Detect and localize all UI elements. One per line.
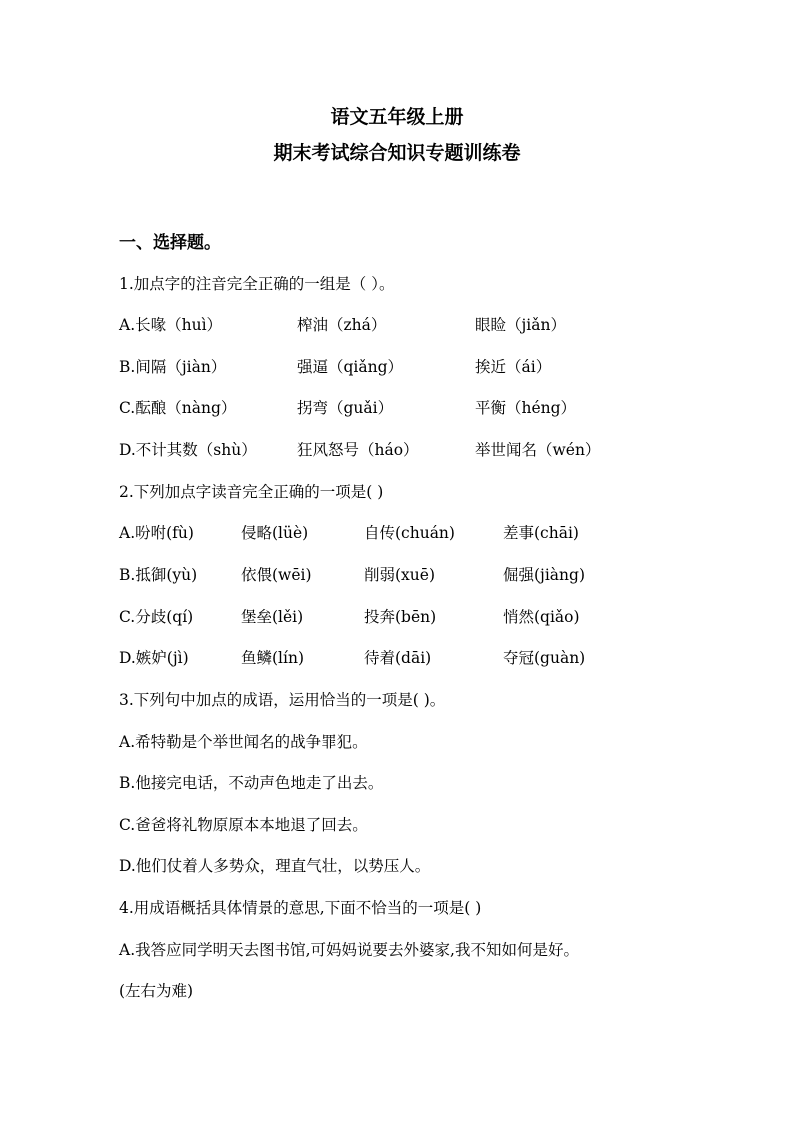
q1-option-b-item-1: B.间隔（jiàn） <box>119 358 227 376</box>
q1-option-c-item-1: C.酝酿（nàng） <box>119 399 237 417</box>
q2-option-c-item-3: 投奔(bēn) <box>364 608 437 626</box>
q1-option-b-item-2: 强逼（qiǎng） <box>297 358 404 376</box>
q3-option-c: C.爸爸将礼物原原本本地退了回去。 <box>119 816 368 834</box>
q1-option-a-item-3: 眼睑（jiǎn） <box>475 316 566 334</box>
q2-option-d-item-3: 待着(dāi) <box>364 649 432 667</box>
q1-option-d-item-1: D.不计其数（shù） <box>119 441 257 459</box>
q2-option-b-item-2: 依偎(wēi) <box>241 566 312 584</box>
document-title-line1: 语文五年级上册 <box>330 106 464 128</box>
q1-option-c-item-3: 平衡（héng） <box>475 399 577 417</box>
question-1-stem: 1.加点字的注音完全正确的一组是（ ）。 <box>119 275 395 293</box>
document-title-line2: 期末考试综合知识专题训练卷 <box>273 142 521 164</box>
q1-option-a-item-1: A.长喙（huì） <box>119 316 223 334</box>
q3-option-d: D.他们仗着人多势众，理直气壮，以势压人。 <box>119 857 431 875</box>
q3-option-a: A.希特勒是个举世闻名的战争罪犯。 <box>119 733 368 751</box>
q1-option-b-item-3: 挨近（ái） <box>475 358 552 376</box>
q2-option-a-item-2: 侵略(lüè) <box>241 524 309 542</box>
q2-option-a-item-4: 差事(chāi) <box>503 524 579 542</box>
q2-option-b-item-4: 倔强(jiàng) <box>503 566 586 584</box>
q3-option-b: B.他接完电话，不动声色地走了出去。 <box>119 774 384 792</box>
q1-option-a-item-2: 榨油（zhá） <box>297 316 387 334</box>
q1-option-d-item-3: 举世闻名（wén） <box>475 441 601 459</box>
q2-option-c-item-2: 堡垒(lěi) <box>241 608 304 626</box>
q2-option-b-item-1: B.抵御(yù) <box>119 566 198 584</box>
q2-option-b-item-3: 削弱(xuē) <box>364 566 435 584</box>
question-2-stem: 2.下列加点字读音完全正确的一项是( ) <box>119 483 384 501</box>
q1-option-d-item-2: 狂风怒号（háo） <box>297 441 419 459</box>
q1-option-c-item-2: 拐弯（guǎi） <box>297 399 394 417</box>
q2-option-a-item-1: A.吩咐(fù) <box>119 524 194 542</box>
q2-option-d-item-2: 鱼鳞(lín) <box>241 649 304 667</box>
q4-option-a: A.我答应同学明天去图书馆,可妈妈说要去外婆家,我不知如何是好。 <box>119 941 579 959</box>
q2-option-c-item-1: C.分歧(qí) <box>119 608 194 626</box>
section-heading-choice: 一、选择题。 <box>119 233 221 253</box>
q2-option-a-item-3: 自传(chuán) <box>364 524 455 542</box>
question-4-stem: 4.用成语概括具体情景的意思,下面不恰当的一项是( ) <box>119 899 482 917</box>
question-3-stem: 3.下列句中加点的成语，运用恰当的一项是( )。 <box>119 691 446 709</box>
q2-option-c-item-4: 悄然(qiǎo) <box>503 608 580 626</box>
q4-option-a-answer: (左右为难) <box>119 982 194 1000</box>
q2-option-d-item-4: 夺冠(guàn) <box>503 649 586 667</box>
q2-option-d-item-1: D.嫉妒(jì) <box>119 649 189 667</box>
